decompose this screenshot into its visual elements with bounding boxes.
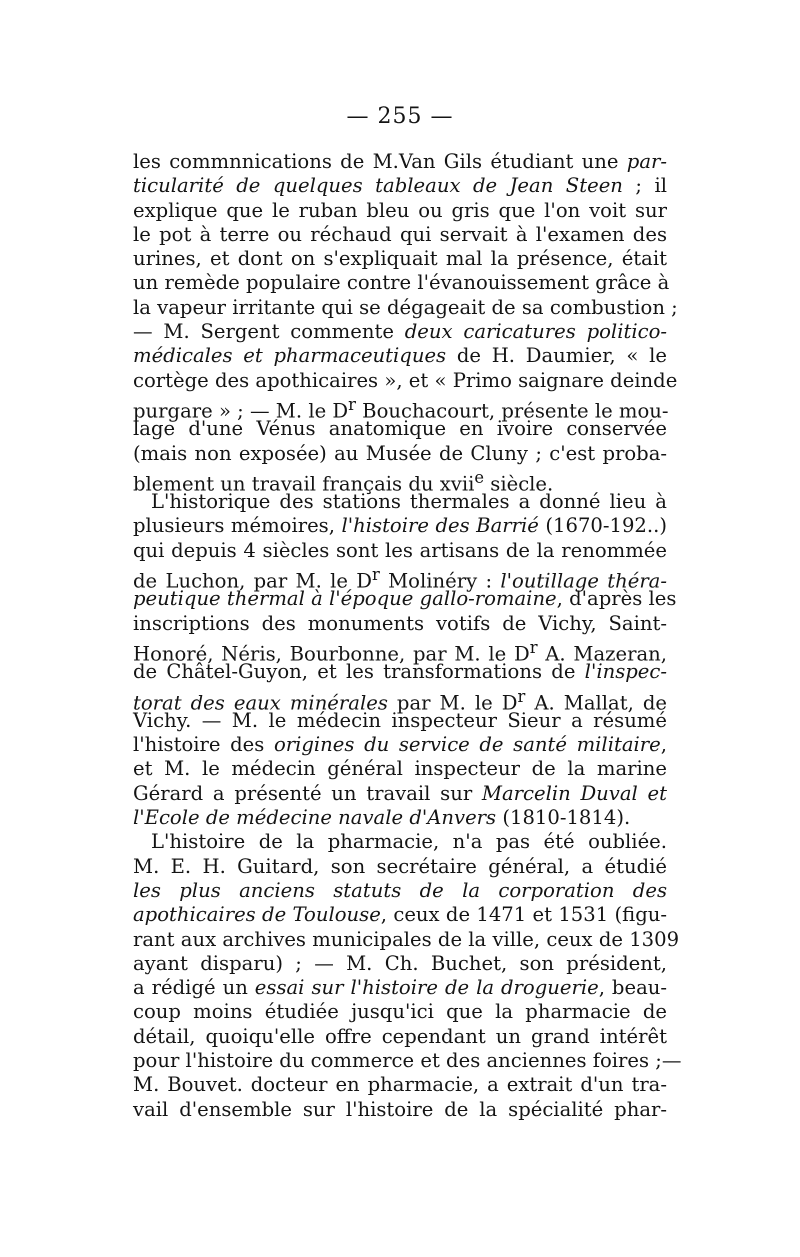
text-line: urines, et dont on s'expliquait mal la présence, était [133,247,667,271]
text-line: explique que le ruban bleu ou gris que l'on voit sur [133,198,667,222]
text-line: un remède populaire contre l'évanouissement grâce à [133,271,670,295]
page-number: — 255 — [346,104,454,129]
text-line: détail, quoiqu'elle offre cependant un grand intérêt [133,1024,667,1048]
text-line: apothicaires de Toulouse, ceux de 1471 et 1531 (figu- [133,903,667,927]
text-line: ayant disparu) ; — M. Ch. Buchet, son président, [133,951,667,975]
text-line: lage d'une Vénus anatomique en ivoire conservée [133,417,667,441]
text-line: médicales et pharmaceutiques de H. Daumier, « le [133,344,667,368]
text-line: (mais non exposée) au Musée de Cluny ; c'est proba- [133,441,667,465]
text-line: cortège des apothicaires », et « Primo saignare deinde [133,368,678,392]
text-line: ticularité de quelques tableaux de Jean Steen ; il [133,174,668,198]
text-line: Vichy. — M. le médecin inspecteur Sieur a résumé [133,708,667,732]
text-line: coup moins étudiée jusqu'ici que la pharmacie de [133,1000,667,1024]
text-line: M. Bouvet. docteur en pharmacie, a extrait d'un tra- [133,1073,667,1097]
text-line: l'histoire des origines du service de santé militaire, [133,733,667,757]
text-line: les plus anciens statuts de la corporation des [133,878,667,902]
text-line: les commnnications de M.Van Gils étudiant une par- [133,150,667,173]
text-line: L'historique des stations thermales a donné lieu à [151,490,667,514]
text-line: L'histoire de la pharmacie, n'a pas été oubliée. [151,830,667,854]
text-line: l'Ecole de médecine navale d'Anvers (1810-1814). [133,806,631,830]
text-line: et M. le médecin général inspecteur de la marine [133,757,667,781]
text-line: M. E. H. Guitard, son secrétaire général, a étudié [133,854,667,878]
text-line: blement un travail français du xvii$^e$ siècle. [133,467,554,496]
text-line: plusieurs mémoires, l'histoire des Barrié (1670-192..) [133,514,667,538]
text-line: inscriptions des monuments votifs de Vichy, Saint- [133,611,667,635]
text-line: peutique thermal à l'époque gallo-romaine, d'après les [133,587,677,611]
text-line: de Châtel-Guyon, et les transformations de l'inspec- [133,660,667,684]
text-line: vail d'ensemble sur l'histoire de la spécialité phar- [133,1097,667,1121]
text-line: qui depuis 4 siècles sont les artisans de la renommée [133,538,667,562]
text-line: Honoré, Néris, Bourbonne, par M. le $D^r$ A. Mazeran, [133,637,667,666]
text-line: le pot à terre ou réchaud qui servait à l'examen des [133,222,667,246]
text-line: purgare » ; — M. le $D^r$ Bouchacourt, présente le mou- [133,394,669,423]
text-line: la vapeur irritante qui se dégageait de sa combustion ; [133,295,678,319]
text-line: a rédigé un essai sur l'histoire de la droguerie, beau- [133,976,667,1000]
text-line: Gérard a présenté un travail sur Marcelin Duval et [133,781,667,805]
text-line: rant aux archives municipales de la ville, ceux de 1309 [133,927,680,951]
text-line: de Luchon, par M. le $D^r$ Molinéry : l'outillage théra- [133,565,667,593]
text-line: torat des eaux minérales par M. le $D^r$ A. Mallat, de [133,686,667,715]
text-line: pour l'histoire du commerce et des anciennes foires ;— [133,1048,682,1072]
text-line: — M. Sergent commente deux caricatures politico- [133,320,668,344]
body-text [133,150,682,1122]
